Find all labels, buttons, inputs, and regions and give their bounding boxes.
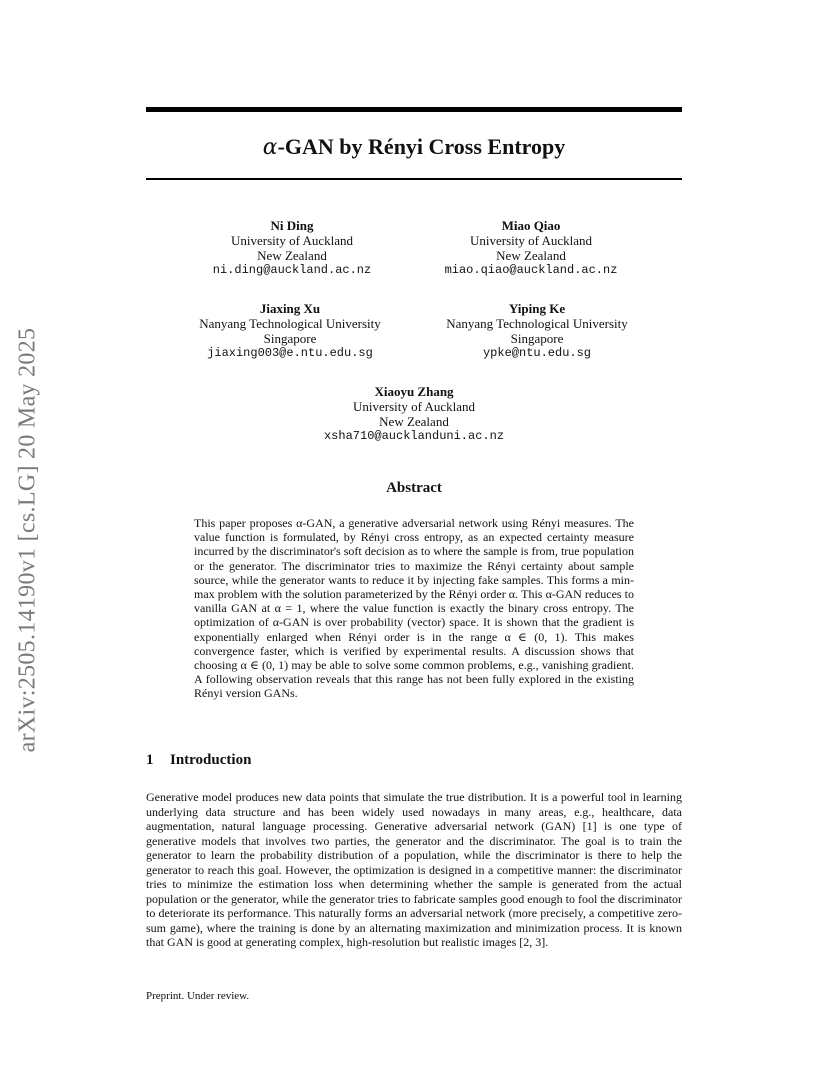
paper-title (146, 130, 682, 165)
author-block (426, 218, 636, 278)
author-name: Miao Qiao (501, 218, 561, 233)
abstract-heading: Abstract (386, 480, 442, 496)
author-country: New Zealand (257, 248, 327, 263)
author-affiliation: University of Auckland (230, 233, 354, 248)
author-email: jiaxing003@e.ntu.edu.sg (207, 346, 373, 360)
author-block (192, 218, 392, 278)
section-title: Introduction (170, 752, 252, 768)
author-affiliation: University of Auckland (469, 233, 593, 248)
author-email: ypke@ntu.edu.sg (482, 346, 592, 360)
title-rule-bottom (146, 178, 682, 180)
author-affiliation: University of Auckland (352, 399, 476, 414)
author-affiliation: Nanyang Technological University (446, 316, 628, 331)
author-country: New Zealand (379, 414, 449, 429)
author-block (428, 301, 646, 361)
section-number: 1 (146, 752, 154, 768)
author-name: Xiaoyu Zhang (374, 384, 454, 399)
title-rule-top (146, 107, 682, 112)
author-country: Singapore (263, 331, 317, 346)
author-country: Singapore (510, 331, 564, 346)
author-name: Ni Ding (270, 218, 314, 233)
author-affiliation: Nanyang Technological University (199, 316, 381, 331)
section-heading-introduction (146, 752, 251, 769)
abstract-text: This paper proposes α-GAN, a generative adversarial network using Rényi measures. The value function is formulated, by Rényi cross entropy, as an expected certainty measure incurred by the discriminator's soft decision as to where the sample is from, true population or the generator. The discriminator tries to maximize the Rényi certainty about sample source, while the generator wants to reduce it by injecting fake samples. This forms a min-max problem with the solution parameterized by the Rényi order α. This α-GAN reduces to vanilla GAN at α = 1, where the value function is exactly the binary cross entropy. The optimization of α-GAN is over probability (vector) space. It is shown that the gradient is exponentially enlarged when Rényi order is in the range α ∈ (0, 1). This makes convergence faster, which is verified by experimental results. A discussion shows that choosing α ∈ (0, 1) may be able to solve some common problems, e.g., vanishing gradient. A following observation reveals that this range has not been fully explored in the existing Rényi version GANs. (194, 516, 634, 701)
author-name: Jiaxing Xu (259, 301, 321, 316)
arxiv-sidebar (8, 300, 48, 780)
arxiv-identifier: arXiv:2505.14190v1 [cs.LG] 20 May 2025 (14, 327, 41, 753)
author-email: miao.qiao@auckland.ac.nz (444, 263, 618, 277)
author-email: ni.ding@auckland.ac.nz (212, 263, 372, 277)
author-block (180, 301, 400, 361)
preprint-footnote: Preprint. Under review. (146, 990, 250, 1002)
author-country: New Zealand (496, 248, 566, 263)
title-text: -GAN by Rényi Cross Entropy (277, 134, 566, 159)
introduction-text: Generative model produces new data points that simulate the true distribution. It is a powerful tool in learning underlying data structure and has been widely used nowadays in many areas, e.g., healthcare, data augmentation, natural language processing. Generative adversarial network (GAN) [1] is one type of generative models that involves two parties, the generator and the discriminator. The goal is to train the generator to learn the probability distribution of a population, while the discriminator is there to help the generator to reach this goal. However, the optimization is designed in a competitive manner: the discriminator tries to minimize the estimation loss when determining whether the sample is generated from the actual population or the generator, while the generator tries to fabricate samples good enough to fool the discriminator to deteriorate its performance. This naturally forms an adversarial network (more precisely, a competitive zero-sum game), where the training is done by an alternating maximization and minimization process. It is known that GAN is good at generating complex, high-resolution but realistic images [2, 3]. (146, 790, 682, 949)
author-email: xsha710@aucklanduni.ac.nz (323, 429, 505, 443)
title-alpha: α (262, 135, 278, 160)
author-block (304, 384, 524, 444)
author-name: Yiping Ke (508, 301, 566, 316)
